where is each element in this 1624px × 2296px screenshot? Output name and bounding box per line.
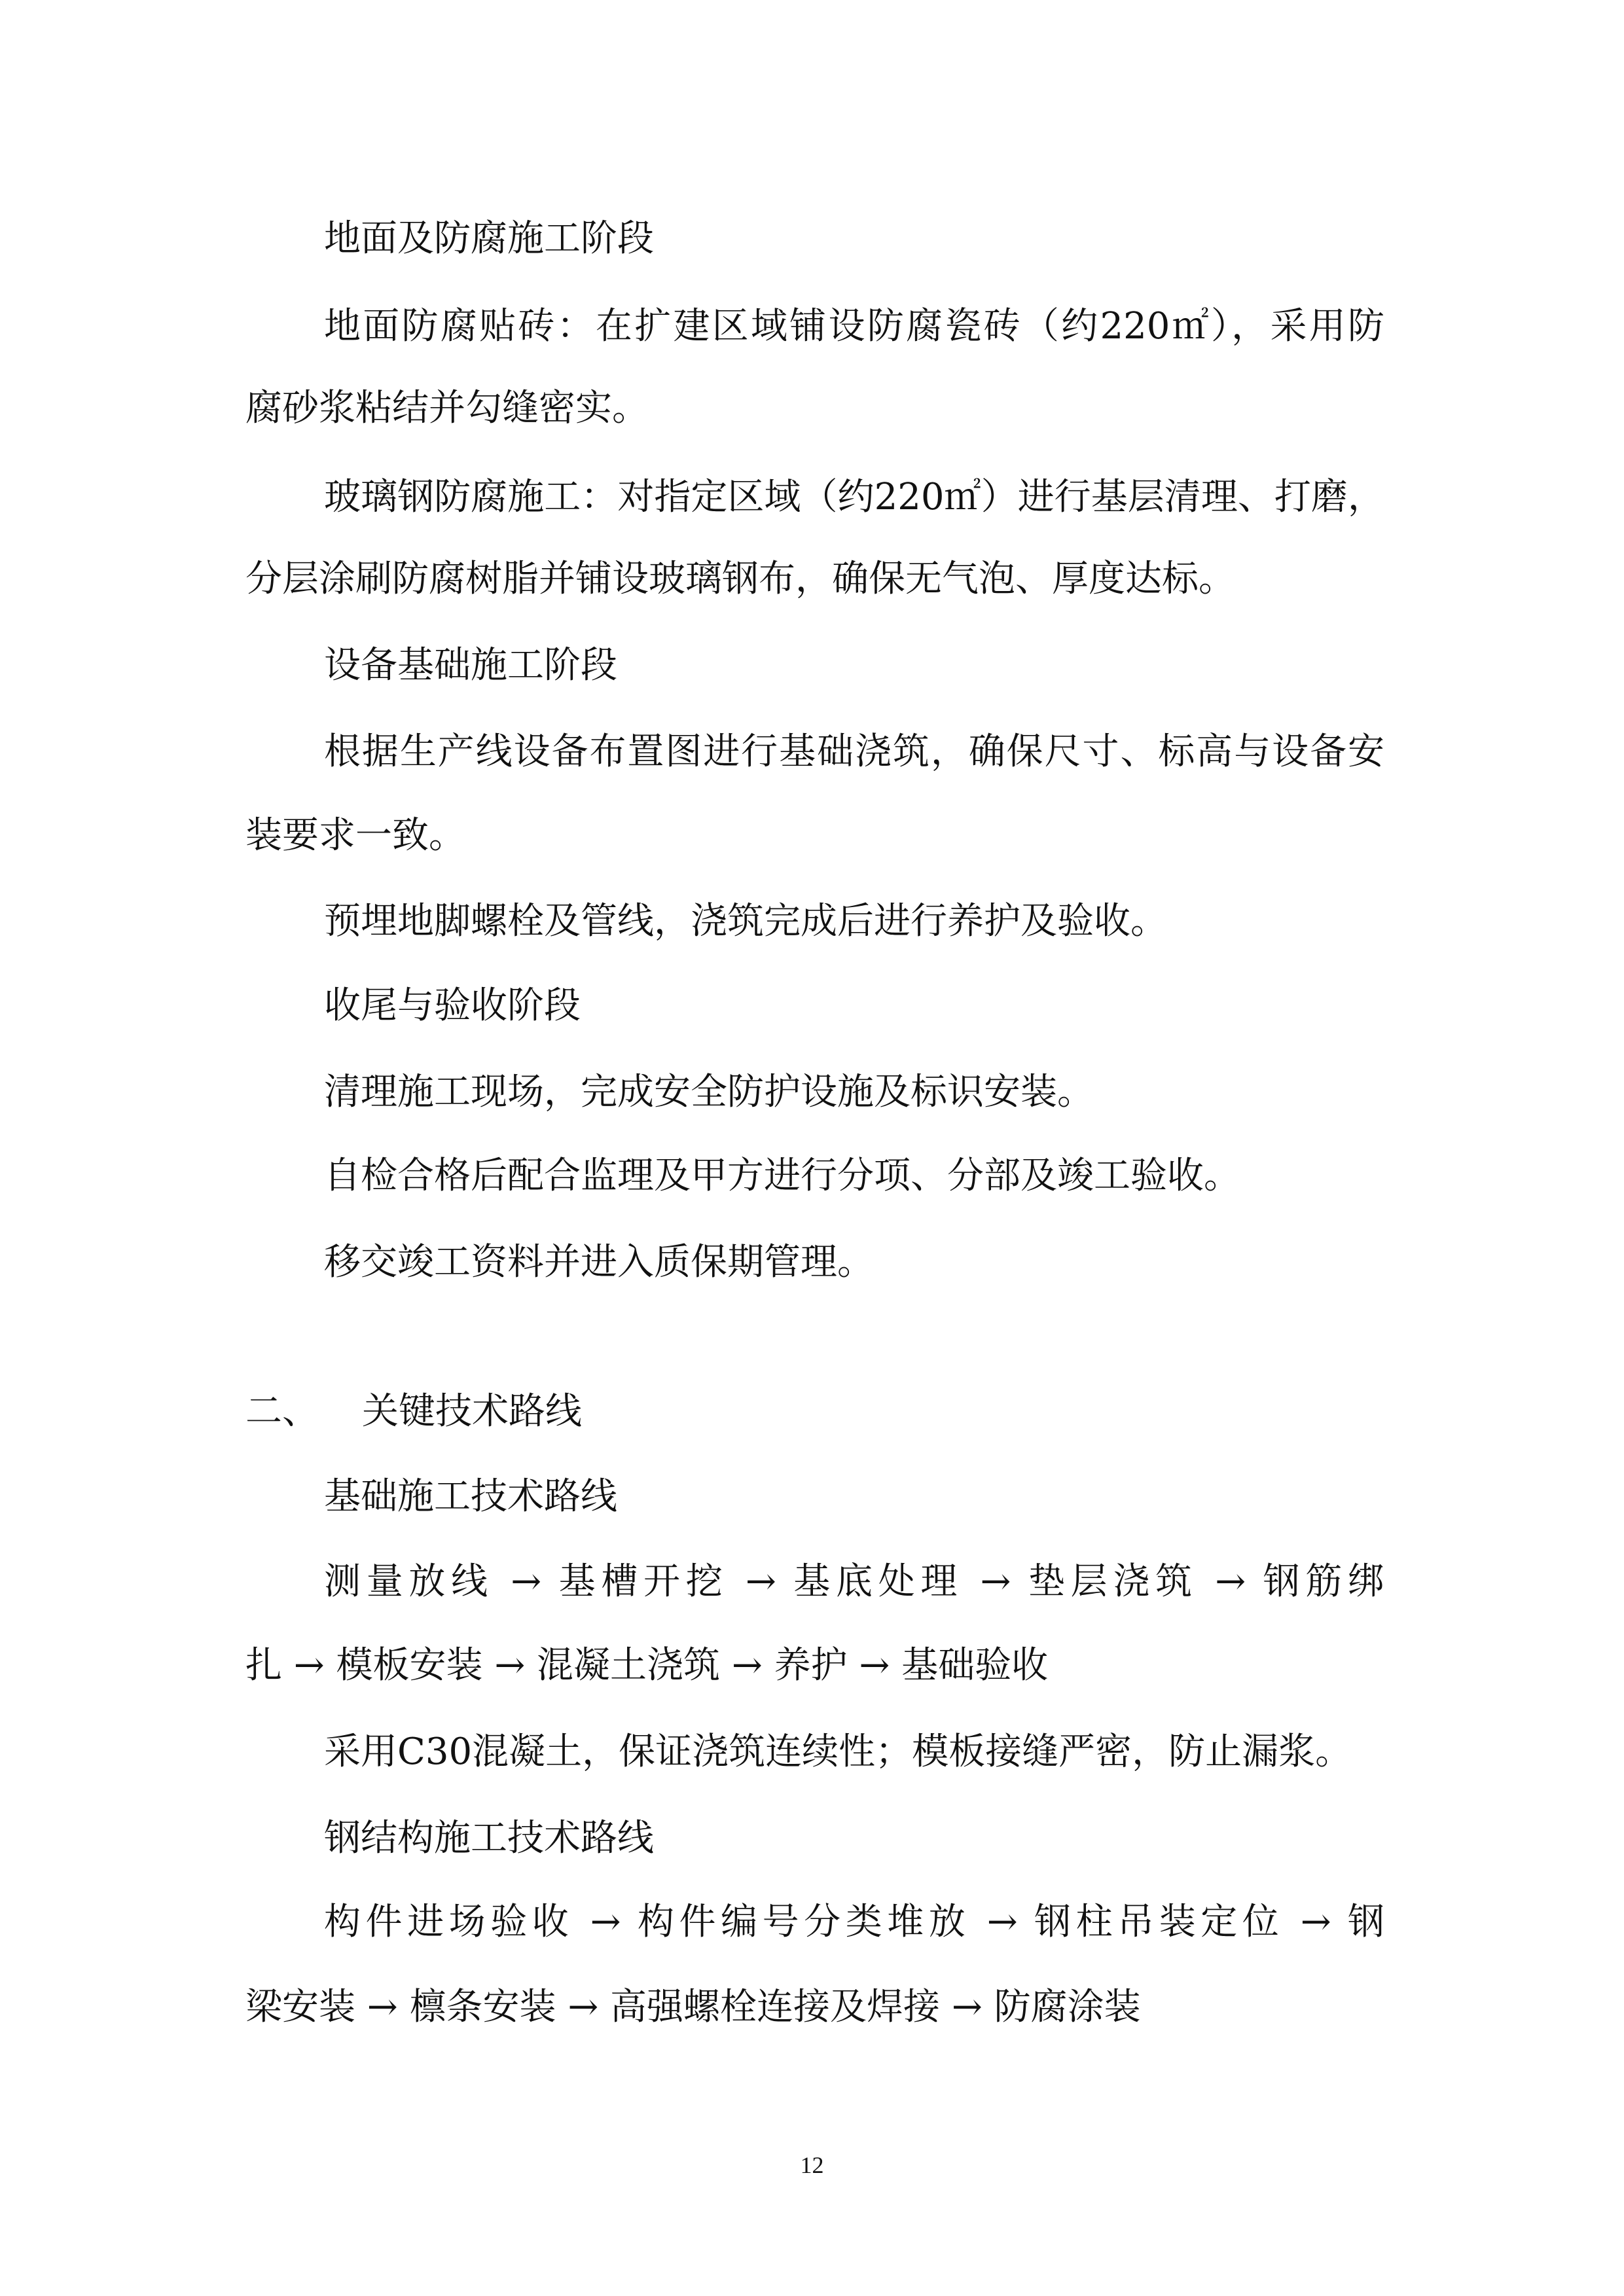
section-heading-foundation-route: 基础施工技术路线 [324, 1475, 617, 1518]
page-number: 12 [800, 2152, 824, 2178]
paragraph-frp-line1: 玻璃钢防腐施工：对指定区域（约220㎡）进行基层清理、打磨， [324, 476, 1384, 518]
paragraph-foundation-route-line2: 扎 → 模板安装 → 混凝土浇筑 → 养护 → 基础验收 [245, 1644, 1049, 1687]
chapter-number: 二、 [245, 1390, 319, 1433]
paragraph-floor-tiles-line2: 腐砂浆粘结并勾缝密实。 [245, 387, 649, 429]
paragraph-foundation-pour-line2: 装要求一致。 [245, 814, 465, 857]
paragraph-steel-route-line1: 构件进场验收 → 构件编号分类堆放 → 钢柱吊装定位 → 钢 [324, 1901, 1384, 1943]
paragraph-site-cleanup: 清理施工现场，完成安全防护设施及标识安装。 [324, 1071, 1094, 1113]
paragraph-foundation-route-line1: 测量放线 → 基槽开挖 → 基底处理 → 垫层浇筑 → 钢筋绑 [324, 1560, 1384, 1603]
section-heading-steel-route: 钢结构施工技术路线 [324, 1817, 654, 1859]
paragraph-steel-route-line2: 梁安装 → 檩条安装 → 高强螺栓连接及焊接 → 防腐涂装 [245, 1986, 1141, 2028]
paragraph-anchor-bolts: 预埋地脚螺栓及管线，浇筑完成后进行养护及验收。 [324, 900, 1167, 942]
section-heading-equipment-foundation: 设备基础施工阶段 [324, 644, 617, 687]
section-heading-floor-anticorrosion: 地面及防腐施工阶段 [324, 217, 654, 260]
chapter-title: 关键技术路线 [362, 1390, 582, 1433]
paragraph-self-inspection: 自检合格后配合监理及甲方进行分项、分部及竣工验收。 [324, 1155, 1240, 1197]
section-heading-completion: 收尾与验收阶段 [324, 984, 581, 1027]
paragraph-handover: 移交竣工资料并进入质保期管理。 [324, 1241, 874, 1283]
paragraph-floor-tiles-line1: 地面防腐贴砖：在扩建区域铺设防腐瓷砖（约220㎡），采用防 [324, 305, 1384, 348]
paragraph-frp-line2: 分层涂刷防腐树脂并铺设玻璃钢布，确保无气泡、厚度达标。 [245, 558, 1235, 600]
paragraph-c30-concrete: 采用C30混凝土，保证浇筑连续性；模板接缝严密，防止漏浆。 [324, 1731, 1352, 1773]
paragraph-foundation-pour-line1: 根据生产线设备布置图进行基础浇筑，确保尺寸、标高与设备安 [324, 730, 1384, 773]
